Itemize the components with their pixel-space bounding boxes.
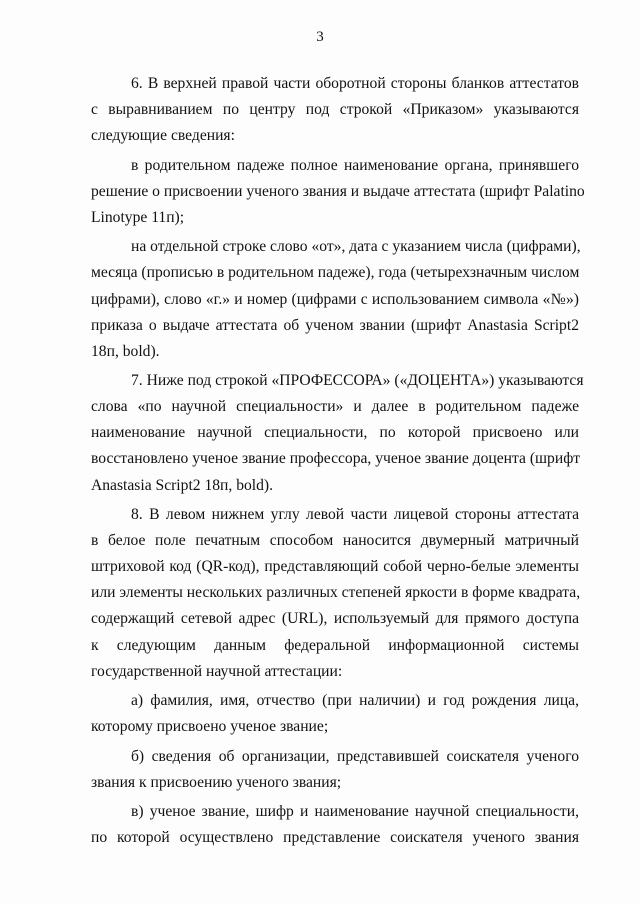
text-line: с выравниванием по центру под строкой «Приказом» указываются [91, 101, 579, 119]
text-line: в) ученое звание, шифр и наименование научной специальности, [131, 803, 579, 821]
text-line: штриховой код (QR-код), представляющий собой черно-белые элементы [91, 558, 579, 576]
text-line: приказа о выдаче аттестата об ученом звании (шрифт Anastasia Script2 [91, 316, 579, 334]
text-line: 6. В верхней правой части оборотной стороны бланков аттестатов [131, 75, 579, 92]
text-line: восстановлено ученое звание профессора, ученое звание доцента (шрифт [91, 450, 581, 468]
page-number: 3 [316, 29, 324, 45]
text-line: а) фамилия, имя, отчество (при наличии) и год рождения лица, [131, 692, 579, 710]
list-item-b [91, 744, 579, 796]
text-line: наименование научной специальности, по которой присвоено или [91, 424, 579, 442]
text-line: к следующим данным федеральной информационной системы [91, 636, 579, 654]
text-line: решение о присвоении ученого звания и выдаче аттестата (шрифт Palatino [91, 182, 585, 200]
text-line: 7. Ниже под строкой «ПРОФЕССОРА» («ДОЦЕНТА») указываются [131, 372, 584, 390]
paragraph-organ-name [91, 153, 585, 231]
text-line: б) сведения об организации, представившей соискателя ученого [131, 747, 579, 765]
text-line: в родительном падеже полное наименование органа, принявшего [131, 156, 579, 174]
text-line: которому присвоено ученое звание; [91, 718, 329, 736]
text-line: на отдельной строке слово «от», дата с указанием числа (цифрами), [131, 238, 581, 256]
paragraph-7 [91, 368, 584, 498]
text-line: следующие сведения: [91, 127, 235, 145]
text-line: звания к присвоению ученого звания; [91, 773, 342, 791]
text-line: в белое поле печатным способом наносится двумерный матричный [91, 532, 579, 550]
text-line: цифрами), слово «г.» и номер (цифрами с использованием символа «№») [91, 290, 579, 308]
text-line: месяца (прописью в родительном падеже), года (четырехзначным числом [91, 264, 580, 282]
text-line: государственной научной аттестации: [91, 662, 343, 680]
text-line: 8. В левом нижнем углу левой части лицевой стороны аттестата [131, 506, 579, 524]
text-line: по которой осуществлено представление соискателя ученого звания [91, 829, 579, 847]
list-item-v [91, 799, 579, 851]
text-line: или элементы нескольких различных степеней яркости в форме квадрата, [91, 584, 581, 602]
text-line: слова «по научной специальности» и далее в родительном падеже [91, 398, 579, 416]
paragraph-6 [91, 71, 579, 149]
text-line: Linotype 11п); [91, 208, 185, 226]
document-body [91, 71, 585, 855]
paragraph-8 [91, 502, 579, 685]
text-line: Anastasia Script2 18п, bold). [91, 476, 274, 494]
text-line: 18п, bold). [91, 342, 160, 360]
text-line: содержащий сетевой адрес (URL), используемый для прямого доступа [91, 610, 579, 628]
paragraph-order-date [91, 234, 579, 364]
list-item-a [91, 688, 579, 740]
